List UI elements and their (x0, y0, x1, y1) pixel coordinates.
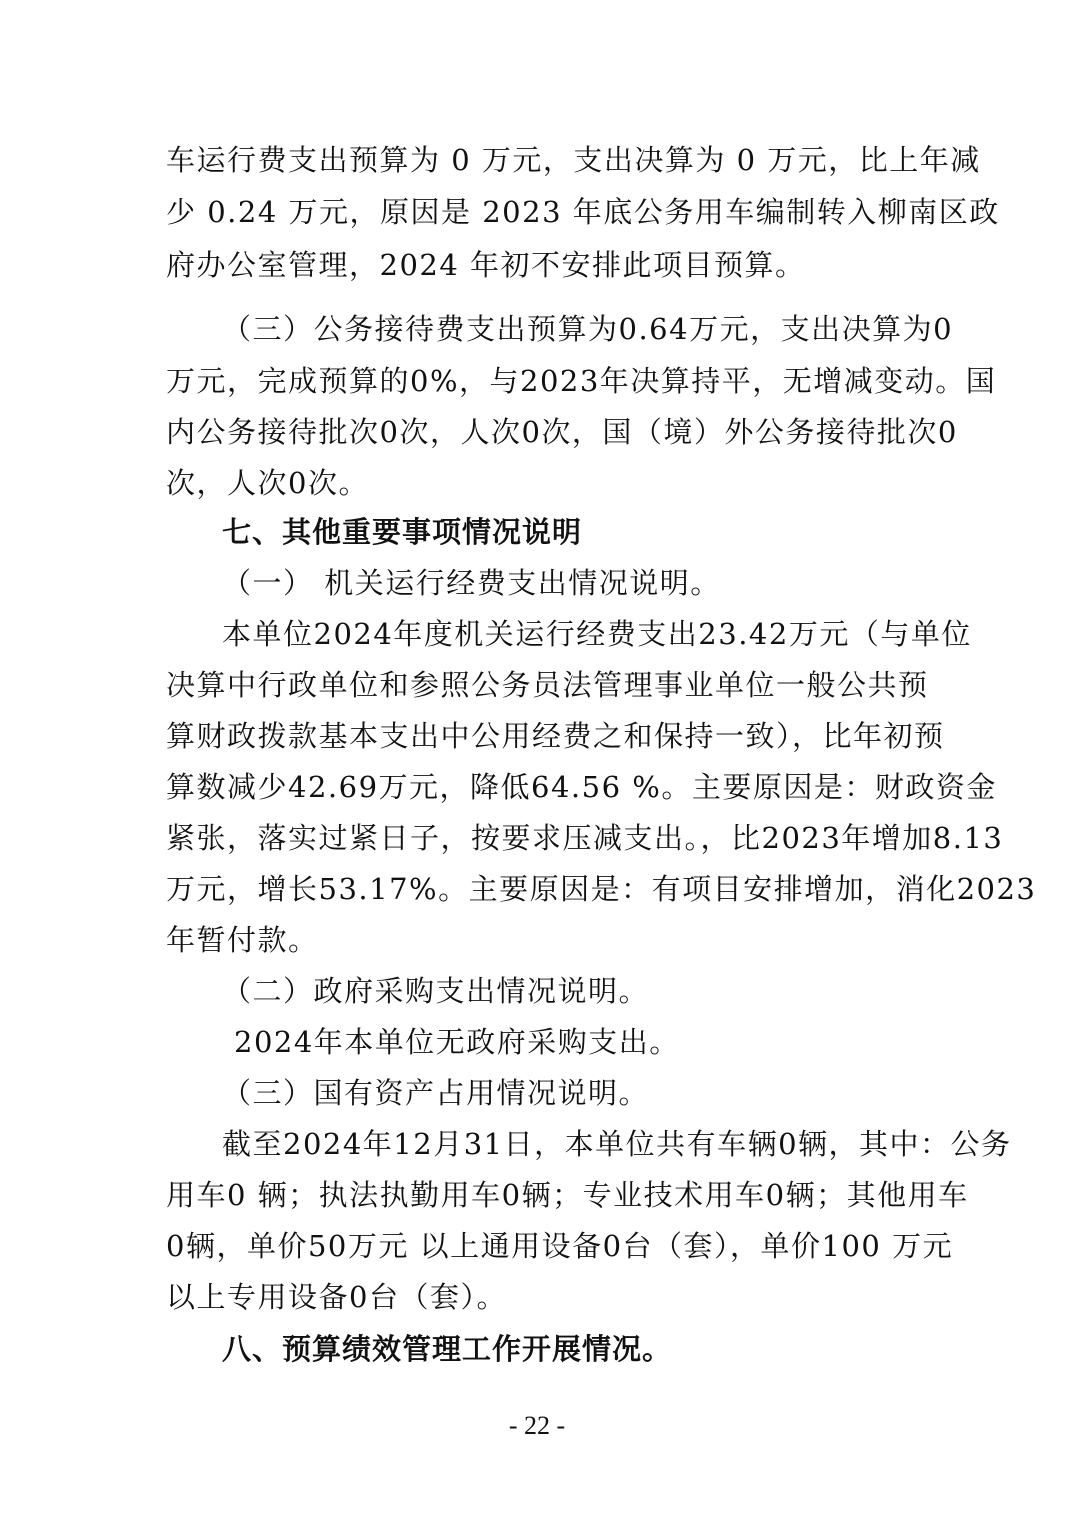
text-line: 万元，增长53.17%。主要原因是：有项目安排增加，消化2023 (166, 872, 1037, 906)
text-line: 0辆，单价50万元 以上通用设备0台（套），单价100 万元 (166, 1229, 954, 1263)
text-line: 算数减少42.69万元，降低64.56 %。主要原因是：财政资金 (166, 770, 997, 804)
text-line: 万元，完成预算的0%，与2023年决算持平，无增减变动。国 (166, 364, 997, 398)
text-line: 用车0 辆；执法执勤用车0辆；专业技术用车0辆；其他用车 (166, 1178, 969, 1212)
text-line: 府办公室管理，2024 年初不安排此项目预算。 (166, 248, 806, 282)
subsection-heading: （三）国有资产占用情况说明。 (222, 1076, 650, 1110)
text-line: 紧张，落实过紧日子，按要求压减支出。，比2023年增加8.13 (166, 821, 1004, 855)
subsection-heading: （一） 机关运行经费支出情况说明。 (222, 566, 721, 600)
text-line: 决算中行政单位和参照公务员法管理事业单位一般公共预 (166, 668, 929, 702)
text-line: 2024年本单位无政府采购支出。 (234, 1025, 680, 1059)
text-line: 截至2024年12月31日，本单位共有车辆0辆，其中：公务 (222, 1127, 1012, 1161)
page-number: - 22 - (508, 1411, 566, 1440)
section-heading: 八、预算绩效管理工作开展情况。 (222, 1332, 673, 1366)
text-line: 本单位2024年度机关运行经费支出23.42万元（与单位 (222, 617, 972, 651)
text-line: 内公务接待批次0次，人次0次，国（境）外公务接待批次0 (166, 415, 958, 449)
text-line: （三）公务接待费支出预算为0.64万元，支出决算为0 (222, 312, 954, 346)
text-line: 少 0.24 万元，原因是 2023 年底公务用车编制转入柳南区政 (166, 195, 1000, 229)
section-heading: 七、其他重要事项情况说明 (222, 515, 583, 549)
text-line: 次，人次0次。 (166, 466, 369, 500)
text-line: 以上专用设备0台（套）。 (166, 1280, 507, 1314)
text-line: 年暂付款。 (166, 923, 319, 957)
text-line: 算财政拨款基本支出中公用经费之和保持一致），比年初预 (166, 719, 945, 753)
subsection-heading: （二）政府采购支出情况说明。 (222, 974, 650, 1008)
text-line: 车运行费支出预算为 0 万元，支出决算为 0 万元，比上年减 (166, 143, 981, 177)
